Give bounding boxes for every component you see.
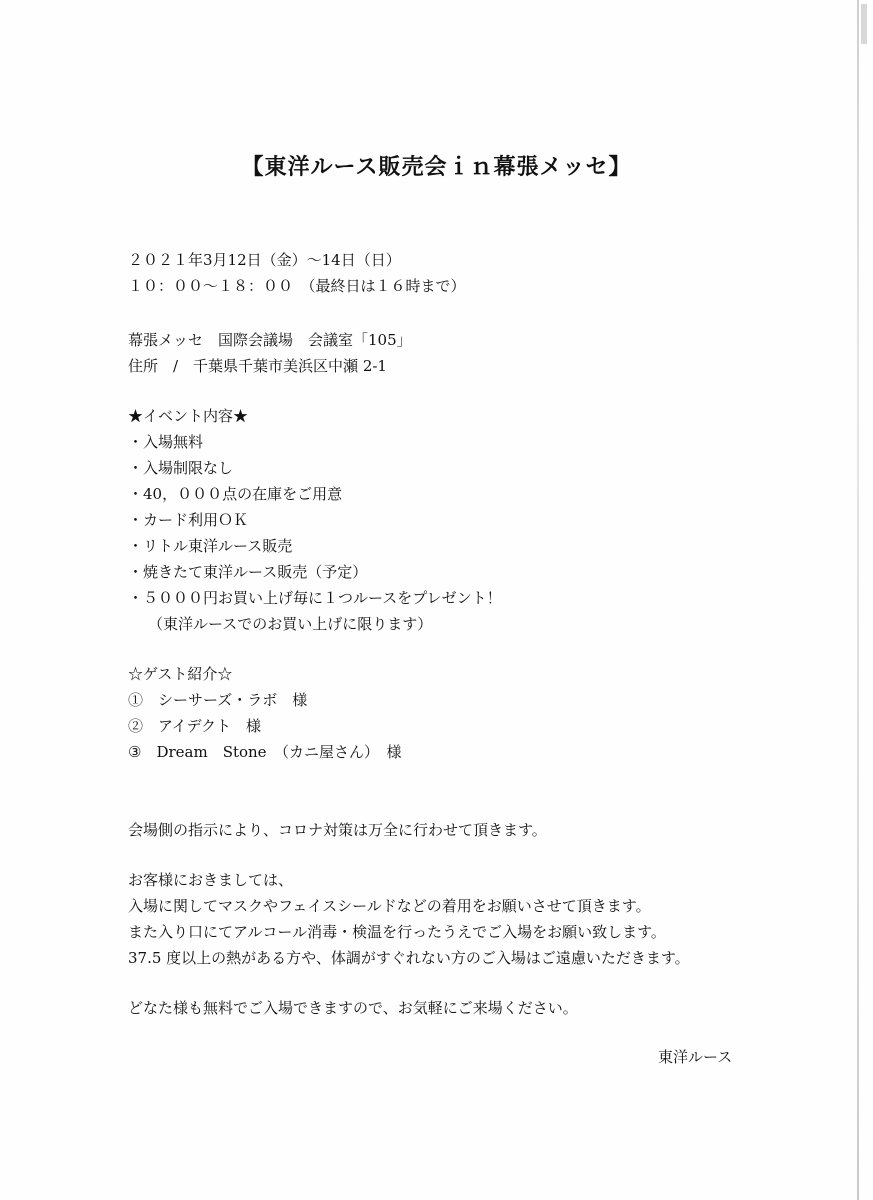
customers-line: 入場に関してマスクやフェイスシールドなどの着用をお願いさせて頂きます。	[128, 897, 651, 915]
scan-corner-mark	[861, 4, 867, 44]
customers-intro: お客様におきましては、	[128, 871, 294, 889]
event-item: ・入場無料	[128, 433, 204, 451]
guest-item: ③ Dream Stone （カニ屋さん） 様	[128, 743, 402, 761]
event-item: ・入場制限なし	[128, 459, 234, 477]
event-item: ・５０００円お買い上げ毎に１つルースをプレゼント！	[128, 589, 502, 607]
event-item: ・焼きたて東洋ルース販売（予定）	[128, 563, 368, 581]
guests-heading: ☆ゲスト紹介☆	[128, 665, 233, 683]
guest-item: ② アイデクト 様	[128, 717, 262, 735]
event-heading: ★イベント内容★	[128, 407, 249, 425]
event-item: ・カード利用ＯＫ	[128, 511, 249, 529]
event-item: ・40，０００点の在庫をご用意	[128, 485, 343, 503]
guest-item: ① シーサーズ・ラボ 様	[128, 691, 308, 709]
customers-line: 37.5 度以上の熱がある方や、体調がすぐれない方のご入場はご遠慮いただきます。	[128, 949, 690, 967]
covid-notice: 会場側の指示により、コロナ対策は万全に行わせて頂きます。	[128, 821, 547, 839]
document-title: 【東洋ルース販売会ｉｎ幕張メッセ】	[241, 154, 632, 180]
event-dates: ２０２１年3月12日（金）～14日（日）	[128, 251, 401, 269]
event-note: （東洋ルースでのお買い上げに限ります）	[148, 615, 433, 633]
venue-name: 幕張メッセ 国際会議場 会議室「105」	[128, 331, 412, 349]
customers-line: また入り口にてアルコール消毒・検温を行ったうえでご入場をお願い致します。	[128, 923, 666, 941]
welcome-notice: どなた様も無料でご入場できますので、お気軽にご来場ください。	[128, 999, 578, 1017]
signature: 東洋ルース	[658, 1048, 733, 1066]
event-item: ・リトル東洋ルース販売	[128, 537, 293, 555]
venue-address: 住所 / 千葉県千葉市美浜区中瀬 2-1	[128, 357, 387, 375]
event-hours: １０：００～１８：００ （最終日は１６時まで）	[128, 277, 466, 295]
